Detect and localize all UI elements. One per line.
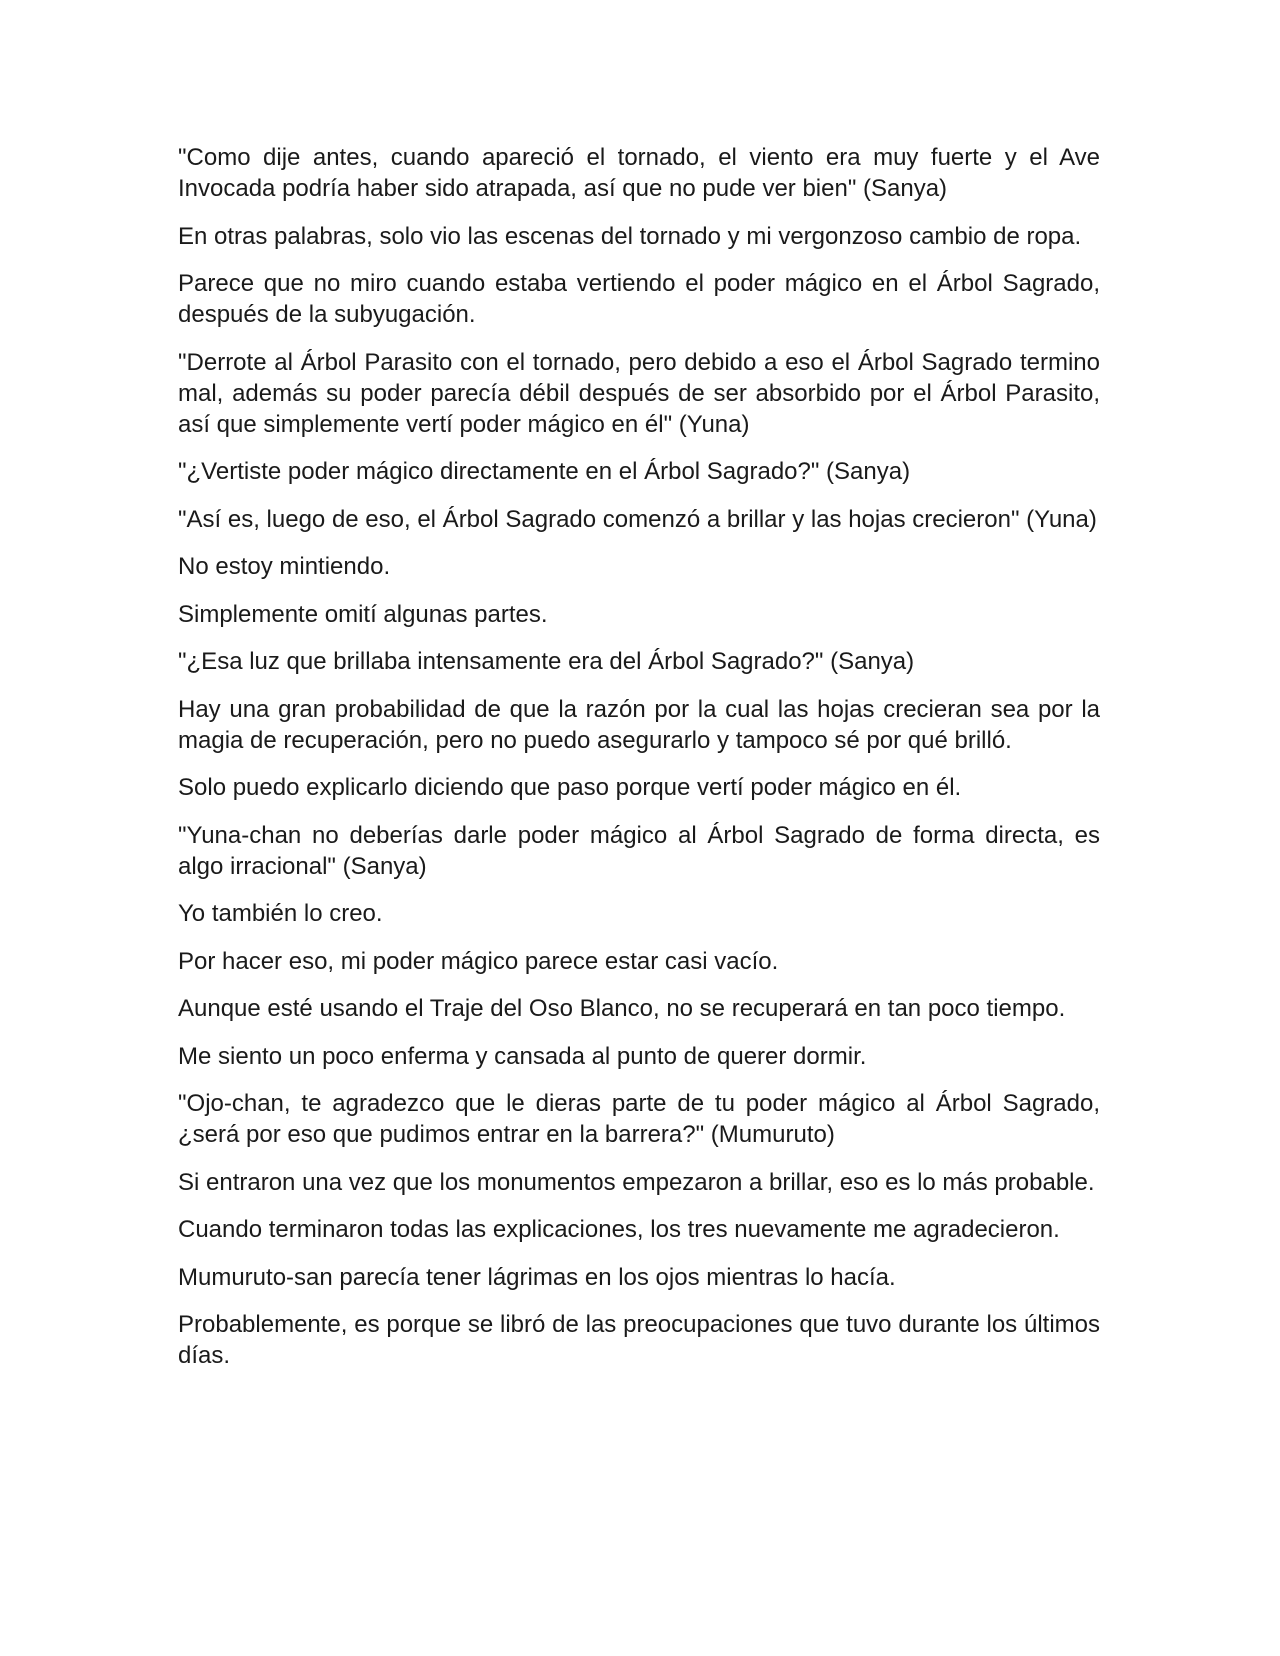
paragraph-8: Simplemente omití algunas partes. — [178, 600, 548, 628]
paragraph-17: "Ojo-chan, te agradezco que le dieras parte de tu poder mágico al Árbol Sagrado, ¿será por eso que pudimos entrar en la barrera?" (Mumuruto) — [178, 1090, 1100, 1148]
paragraph-6: "Así es, luego de eso, el Árbol Sagrado comenzó a brillar y las hojas crecieron" (Yuna) — [178, 505, 1097, 533]
paragraph-10: Hay una gran probabilidad de que la razón por la cual las hojas crecieran sea por la magia de recuperación, pero no puedo asegurarlo y tampoco sé por qué brilló. — [178, 695, 1100, 754]
paragraph-1: "Como dije antes, cuando apareció el tornado, el viento era muy fuerte y el Ave Invocada podría haber sido atrapada, así que no pude ver bien" (Sanya) — [178, 144, 1100, 202]
paragraph-19: Cuando terminaron todas las explicaciones, los tres nuevamente me agradecieron. — [178, 1216, 1060, 1243]
document-page — [178, 142, 1100, 1388]
paragraph-4: "Derrote al Árbol Parasito con el tornado, pero debido a eso el Árbol Sagrado termino mal, además su poder parecía débil después de ser absorbido por el Árbol Parasito, así que simplemente vertí poder mágico en él" (Yuna) — [178, 348, 1100, 438]
paragraph-14: Por hacer eso, mi poder mágico parece estar casi vacío. — [178, 947, 779, 975]
paragraph-13: Yo también lo creo. — [178, 900, 383, 927]
paragraph-16: Me siento un poco enferma y cansada al punto de querer dormir. — [178, 1042, 867, 1070]
paragraph-9: "¿Esa luz que brillaba intensamente era del Árbol Sagrado?" (Sanya) — [178, 648, 915, 675]
paragraph-18: Si entraron una vez que los monumentos empezaron a brillar, eso es lo más probable. — [178, 1168, 1095, 1196]
paragraph-20: Mumuruto-san parecía tener lágrimas en los ojos mientras lo hacía. — [178, 1263, 896, 1291]
paragraph-2: En otras palabras, solo vio las escenas del tornado y mi vergonzoso cambio de ropa. — [178, 222, 1082, 250]
paragraph-11: Solo puedo explicarlo diciendo que paso porque vertí poder mágico en él. — [178, 774, 962, 801]
paragraph-5: "¿Vertiste poder mágico directamente en el Árbol Sagrado?" (Sanya) — [178, 458, 911, 485]
paragraph-15: Aunque esté usando el Traje del Oso Blanco, no se recuperará en tan poco tiempo. — [178, 995, 1066, 1022]
paragraph-12: "Yuna-chan no deberías darle poder mágico al Árbol Sagrado de forma directa, es algo irracional" (Sanya) — [178, 821, 1100, 880]
paragraph-21: Probablemente, es porque se libró de las preocupaciones que tuvo durante los últimos días. — [178, 1311, 1100, 1369]
paragraph-7: No estoy mintiendo. — [178, 553, 391, 580]
paragraph-3: Parece que no miro cuando estaba vertiendo el poder mágico en el Árbol Sagrado, después de la subyugación. — [178, 270, 1100, 328]
